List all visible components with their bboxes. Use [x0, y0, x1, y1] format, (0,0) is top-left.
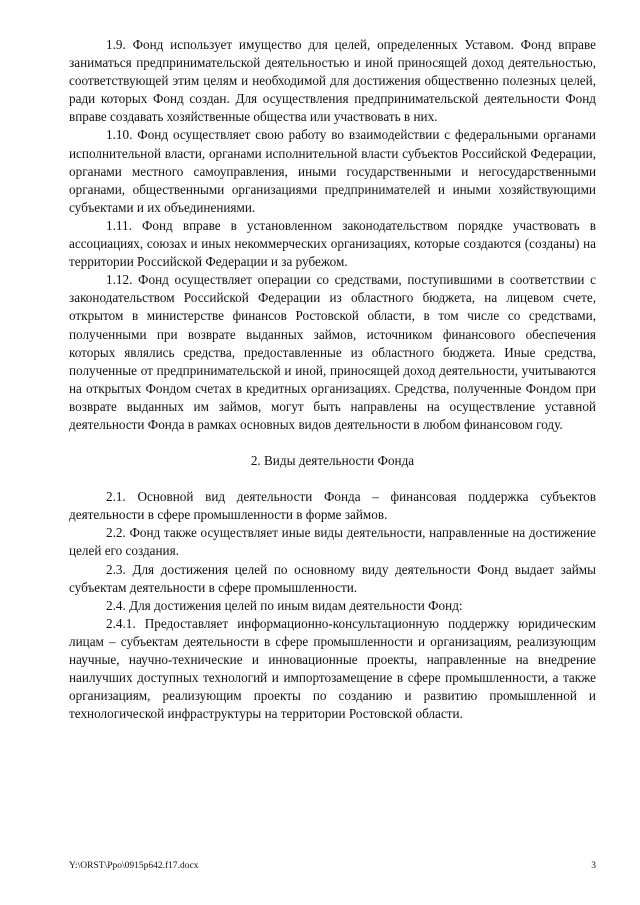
paragraph-2-4-1: 2.4.1. Предоставляет информационно-консультационную поддержку юридическим лицам – субъектам деятельности в сфере промышленности и организациям, реализующим научные, научно-технические и инновационные проекты, направленные на внедрение наилучших доступных технологий и импортозамещение в сфере промышленности, а также организациям, реализующим проекты по созданию и развитию промышленной и технологической инфраструктуры на территории Ростовской области. [69, 615, 596, 722]
paragraph-1-9: 1.9. Фонд использует имущество для целей, определенных Уставом. Фонд вправе заниматься предпринимательской деятельностью и иной приносящей доход деятельностью, соответствующей этим целям и необходимой для достижения общественно полезных целей, ради которых Фонд создан. Для осуществления предпринимательской деятельности Фонд вправе создавать хозяйственные общества или участвовать в них. [69, 37, 596, 125]
footer-file-path: Y:\ORST\Ppo\0915p642.f17.docx [69, 861, 199, 871]
paragraph-2-2: 2.2. Фонд также осуществляет иные виды деятельности, направленные на достижение целей его создания. [69, 525, 596, 559]
document-page [69, 36, 596, 723]
page-footer [69, 860, 596, 872]
paragraph-2-4: 2.4. Для достижения целей по иным видам деятельности Фонд: [106, 597, 463, 613]
paragraph-2-3: 2.3. Для достижения целей по основному виду деятельности Фонд выдает займы субъектам деятельности в сфере промышленности. [69, 561, 596, 595]
spacer [69, 434, 596, 452]
paragraph-1-11: 1.11. Фонд вправе в установленном законодательством порядке участвовать в ассоциациях, союзах и иных некоммерческих организациях, которые создаются (созданы) на территории Российской Федерации и за рубежом. [69, 217, 596, 270]
footer-page-number: 3 [591, 861, 596, 871]
paragraph-1-12: 1.12. Фонд осуществляет операции со средствами, поступившими в соответствии с законодательством Российской Федерации из областного бюджета, на лицевом счете, открытом в министерстве финансов Ростовской области, в том числе со средствами, полученными при возврате выданных займов, источником финансового обеспечения которых являлись средства, предоставленные из областного бюджета. Иные средства, полученные от предпринимательской и иной, приносящей доход деятельности, учитываются на открытых Фондом счетах в кредитных организациях. Средства, полученные Фондом при возврате выданных им займов, могут быть направлены на осуществление уставной деятельности Фонда в рамках основных видов деятельности в любом финансовом году. [69, 272, 596, 432]
paragraph-1-10: 1.10. Фонд осуществляет свою работу во взаимодействии с федеральными органами исполнительной власти, органами исполнительной власти субъектов Российской Федерации, органами местного самоуправления, иными государственными и негосударственными органами, общественными организациями предпринимателей и иными хозяйствующими субъектами и их объединениями. [69, 127, 596, 215]
paragraph-2-1: 2.1. Основной вид деятельности Фонда – финансовая поддержка субъектов деятельности в сфере промышленности в форме займов. [69, 489, 596, 523]
section-heading: 2. Виды деятельности Фонда [250, 453, 415, 469]
spacer [69, 470, 596, 488]
